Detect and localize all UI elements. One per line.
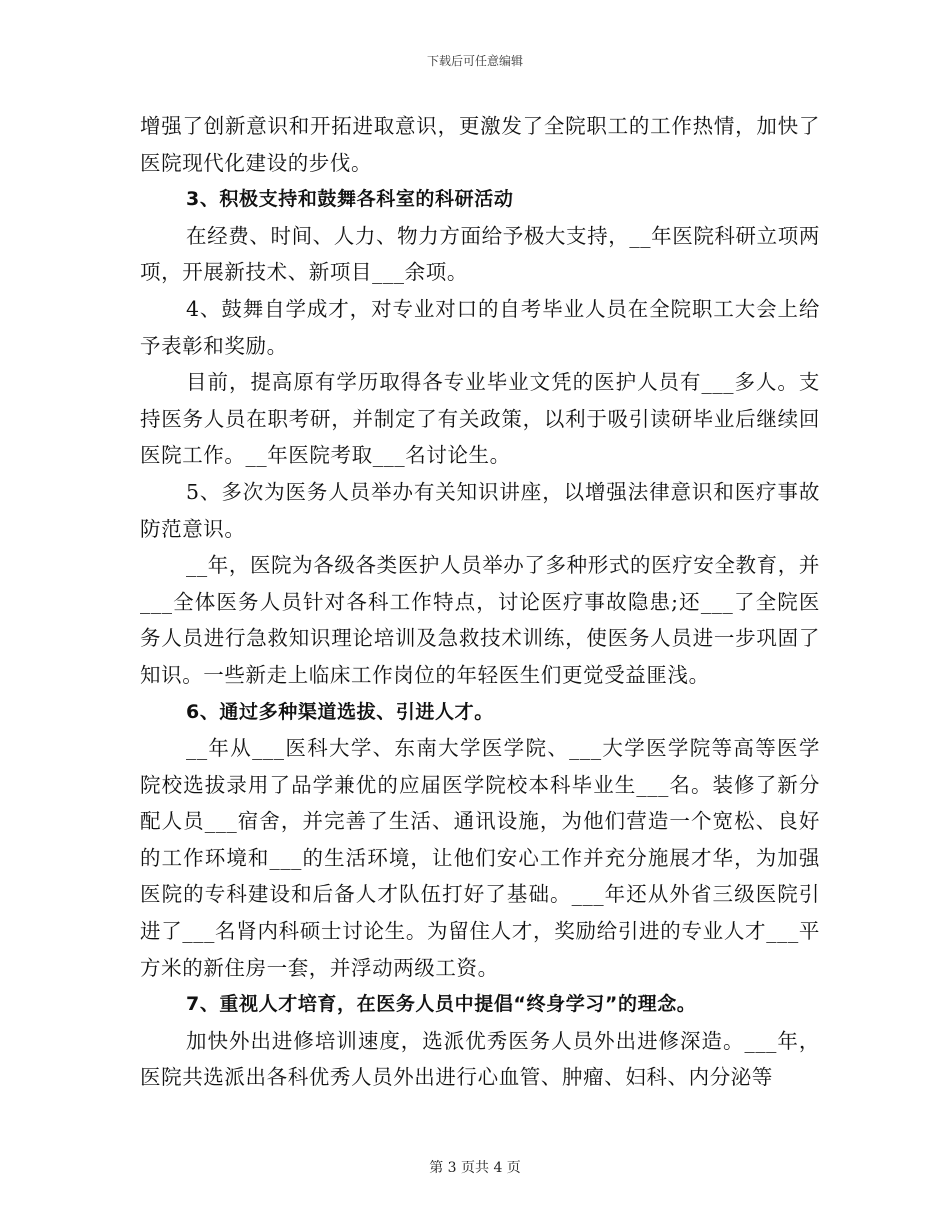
document-body — [140, 108, 820, 1096]
section-heading-3: 3、积极支持和鼓舞各科室的科研活动 — [186, 188, 514, 211]
paragraph-item-4: 4、鼓舞自学成才，对专业对口的自考毕业人员在全院职工大会上给予表彰和奖励。 — [140, 296, 820, 358]
paragraph-training: 加快外出进修培训速度，选派优秀医务人员外出进修深造。___年，医院共选派出各科优秀人员外出进行心血管、肿瘤、妇科、内分泌等 — [140, 1028, 820, 1090]
paragraph-recruitment: __年从___医科大学、东南大学医学院、___大学医学院等高等医学院校选拔录用了品学兼优的应届医学院校本科毕业生___名。装修了新分配人员___宿舍，并完善了生活、通讯设施，为他们营造一个宽松、良好的工作环境和___的生活环境，让他们安心工作并充分施展才华，为加强医院的专科建设和后备人才队伍打好了基础。___年还从外省三级医院引进了___名肾内科硕士讨论生。为留住人才，奖励给引进的专业人才___平方米的新住房一套，并浮动两级工资。 — [140, 736, 820, 980]
section-heading-7: 7、重视人才培育，在医务人员中提倡“终身学习”的理念。 — [186, 993, 697, 1016]
paragraph-item-5: 5、多次为医务人员举办有关知识讲座，以增强法律意识和医疗事故防范意识。 — [140, 479, 820, 541]
paragraph-safety-training: __年，医院为各级各类医护人员举办了多种形式的医疗安全教育，并___全体医务人员针对各科工作特点，讨论医疗事故隐患;还___了全院医务人员进行急救知识理论培训及急救技术训练，使医务人员进一步巩固了知识。一些新走上临床工作岗位的年轻医生们更觉受益匪浅。 — [140, 553, 820, 687]
page-header: 下载后可任意编辑 — [426, 54, 523, 68]
paragraph-education: 目前，提高原有学历取得各专业毕业文凭的医护人员有___多人。支持医务人员在职考研，并制定了有关政策，以利于吸引读研毕业后继续回医院工作。__年医院考取___名讨论生。 — [140, 370, 820, 468]
page-footer: 第 3 页共 4 页 — [429, 1160, 521, 1176]
paragraph-intro: 增强了创新意识和开拓进取意识，更激发了全院职工的工作热情，加快了医院现代化建设的步伐。 — [140, 114, 820, 175]
section-heading-6: 6、通过多种渠道选拔、引进人才。 — [186, 700, 494, 723]
paragraph-research-support: 在经费、时间、人力、物力方面给予极大支持，__年医院科研立项两项，开展新技术、新项目___余项。 — [140, 223, 820, 285]
